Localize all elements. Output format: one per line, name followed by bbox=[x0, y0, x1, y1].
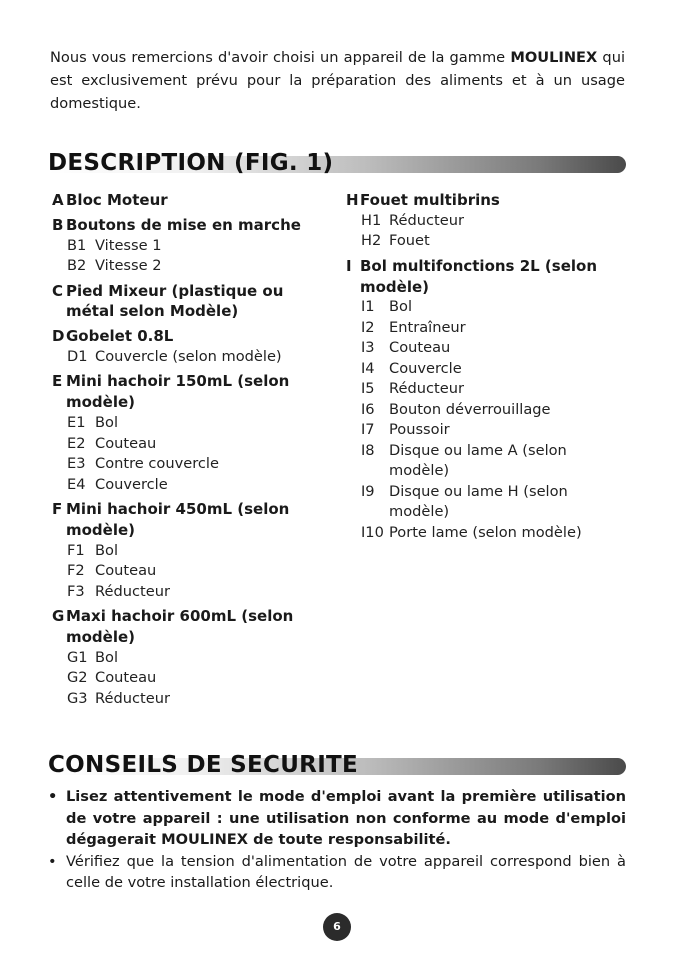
subpart-label: Vitesse 1 bbox=[95, 236, 162, 254]
subpart-item bbox=[346, 441, 631, 482]
subpart-label: Couteau bbox=[95, 669, 157, 687]
subpart-key: I2 bbox=[361, 318, 375, 336]
subpart-item bbox=[346, 400, 631, 421]
subpart-key: F1 bbox=[67, 541, 85, 559]
subpart-item bbox=[346, 231, 631, 252]
subpart-key: D1 bbox=[67, 347, 88, 365]
safety-heading bbox=[48, 750, 626, 780]
part-key: H bbox=[346, 191, 359, 209]
safety-list bbox=[48, 786, 626, 894]
subpart-label: Poussoir bbox=[389, 421, 450, 439]
subpart-item bbox=[52, 475, 312, 496]
part-label: Gobelet 0.8L bbox=[66, 327, 174, 346]
subpart-label: Couvercle (selon modèle) bbox=[95, 347, 282, 365]
subpart-item bbox=[346, 379, 631, 400]
subpart-key: E1 bbox=[67, 414, 86, 432]
subpart-key: I9 bbox=[361, 482, 375, 500]
subpart-label: Couvercle bbox=[95, 475, 168, 493]
intro-text-end: qui est exclusivement prévu pour la préparation des aliments et à un usage domestique. bbox=[50, 49, 626, 112]
part-item bbox=[346, 190, 631, 211]
safety-bullet bbox=[48, 786, 626, 851]
brand-name: MOULINEX bbox=[510, 49, 598, 66]
part-label: Fouet multibrins bbox=[360, 191, 500, 209]
subpart-label: Contre couvercle bbox=[95, 455, 219, 473]
subpart-label: Réducteur bbox=[389, 380, 464, 398]
part-item bbox=[52, 606, 312, 648]
subpart-key: I4 bbox=[361, 359, 375, 377]
subpart-label: Couteau bbox=[95, 434, 157, 452]
part-item bbox=[52, 215, 312, 236]
part-key: I bbox=[346, 256, 352, 275]
part-key: A bbox=[52, 191, 64, 209]
description-column-2 bbox=[346, 190, 631, 543]
subpart-label: Fouet bbox=[389, 232, 430, 250]
subpart-key: I1 bbox=[361, 298, 375, 316]
subpart-key: E4 bbox=[67, 475, 86, 493]
subpart-key: F2 bbox=[67, 562, 85, 580]
subpart-item bbox=[52, 236, 312, 257]
part-item bbox=[52, 371, 312, 413]
subpart-key: I10 bbox=[361, 523, 384, 541]
description-column-1 bbox=[52, 190, 312, 709]
part-item bbox=[52, 499, 312, 541]
subpart-label: Réducteur bbox=[389, 211, 464, 229]
subpart-item bbox=[52, 561, 312, 582]
subpart-key: I5 bbox=[361, 380, 375, 398]
subpart-item bbox=[52, 454, 312, 475]
safety-title: CONSEILS DE SECURITE bbox=[48, 752, 359, 778]
subpart-key: E3 bbox=[67, 455, 86, 473]
subpart-item bbox=[52, 648, 312, 669]
part-label: Boutons de mise en marche bbox=[66, 215, 301, 234]
description-title: DESCRIPTION (FIG. 1) bbox=[48, 150, 334, 176]
part-item bbox=[346, 256, 631, 298]
subpart-key: F3 bbox=[67, 582, 85, 600]
subpart-item bbox=[346, 420, 631, 441]
subpart-item bbox=[52, 582, 312, 603]
subpart-item bbox=[52, 541, 312, 562]
subpart-key: G2 bbox=[67, 669, 88, 687]
subpart-label: Bol bbox=[95, 648, 118, 666]
subpart-item bbox=[52, 413, 312, 434]
subpart-item bbox=[52, 256, 312, 277]
subpart-key: B1 bbox=[67, 236, 87, 254]
intro-text: Nous vous remercions d'avoir choisi un appareil de la gamme bbox=[50, 49, 511, 66]
subpart-label: Vitesse 2 bbox=[95, 257, 162, 275]
description-heading bbox=[48, 148, 626, 178]
intro-paragraph bbox=[50, 46, 625, 115]
subpart-key: H1 bbox=[361, 211, 382, 229]
part-label: Mini hachoir 150mL (selon modèle) bbox=[66, 372, 290, 412]
part-label: Bloc Moteur bbox=[66, 191, 168, 209]
subpart-key: G1 bbox=[67, 648, 88, 666]
bullet-dot: • bbox=[48, 788, 58, 805]
subpart-label: Couteau bbox=[389, 339, 451, 357]
subpart-label: Entraîneur bbox=[389, 318, 466, 336]
subpart-item bbox=[346, 482, 631, 523]
subpart-label: Bol bbox=[95, 414, 118, 432]
part-key: G bbox=[52, 607, 65, 626]
subpart-item bbox=[52, 347, 312, 368]
part-key: F bbox=[52, 500, 63, 519]
subpart-label: Porte lame (selon modèle) bbox=[389, 523, 582, 541]
subpart-item bbox=[346, 211, 631, 232]
part-label: Pied Mixeur (plastique ou métal selon Modèle) bbox=[66, 281, 284, 321]
subpart-label: Réducteur bbox=[95, 582, 170, 600]
subpart-item bbox=[346, 359, 631, 380]
safety-bullet bbox=[48, 851, 626, 894]
subpart-key: G3 bbox=[67, 689, 88, 707]
subpart-label: Bol bbox=[95, 541, 118, 559]
subpart-key: I6 bbox=[361, 400, 375, 418]
part-item bbox=[52, 326, 312, 347]
subpart-item bbox=[52, 434, 312, 455]
subpart-label: Couvercle bbox=[389, 359, 462, 377]
part-label: Mini hachoir 450mL (selon modèle) bbox=[66, 500, 290, 539]
subpart-item bbox=[346, 523, 631, 544]
part-label: Bol multifonctions 2L (selon modèle) bbox=[360, 256, 598, 296]
subpart-item bbox=[52, 668, 312, 689]
part-label: Maxi hachoir 600mL (selon modèle) bbox=[66, 607, 294, 646]
part-key: D bbox=[52, 327, 65, 346]
bullet-text: Vérifiez que la tension d'alimentation de votre appareil correspond bien à celle de votre installation électrique. bbox=[66, 852, 626, 891]
subpart-key: B2 bbox=[67, 257, 87, 275]
subpart-label: Disque ou lame H (selon modèle) bbox=[389, 482, 568, 521]
subpart-key: I8 bbox=[361, 441, 375, 459]
subpart-item bbox=[52, 689, 312, 710]
part-key: E bbox=[52, 372, 63, 391]
subpart-label: Couteau bbox=[95, 562, 157, 580]
part-item bbox=[52, 190, 312, 211]
subpart-key: H2 bbox=[361, 232, 382, 250]
part-key: C bbox=[52, 281, 64, 300]
part-item bbox=[52, 281, 312, 323]
bullet-text: Lisez attentivement le mode d'emploi avant la première utilisation de votre appareil : une utilisation non conforme au mode d'emploi dégagerait MOULINEX de toute responsabilité. bbox=[66, 788, 626, 848]
subpart-item bbox=[346, 318, 631, 339]
subpart-key: E2 bbox=[67, 434, 86, 452]
bullet-dot: • bbox=[48, 852, 57, 870]
subpart-label: Bouton déverrouillage bbox=[389, 400, 551, 418]
subpart-item bbox=[346, 297, 631, 318]
part-key: B bbox=[52, 215, 64, 234]
page-number: 6 bbox=[323, 913, 351, 941]
subpart-key: I7 bbox=[361, 421, 375, 439]
subpart-item bbox=[346, 338, 631, 359]
subpart-label: Disque ou lame A (selon modèle) bbox=[389, 441, 567, 480]
subpart-label: Bol bbox=[389, 298, 412, 316]
subpart-label: Réducteur bbox=[95, 689, 170, 707]
subpart-key: I3 bbox=[361, 339, 375, 357]
